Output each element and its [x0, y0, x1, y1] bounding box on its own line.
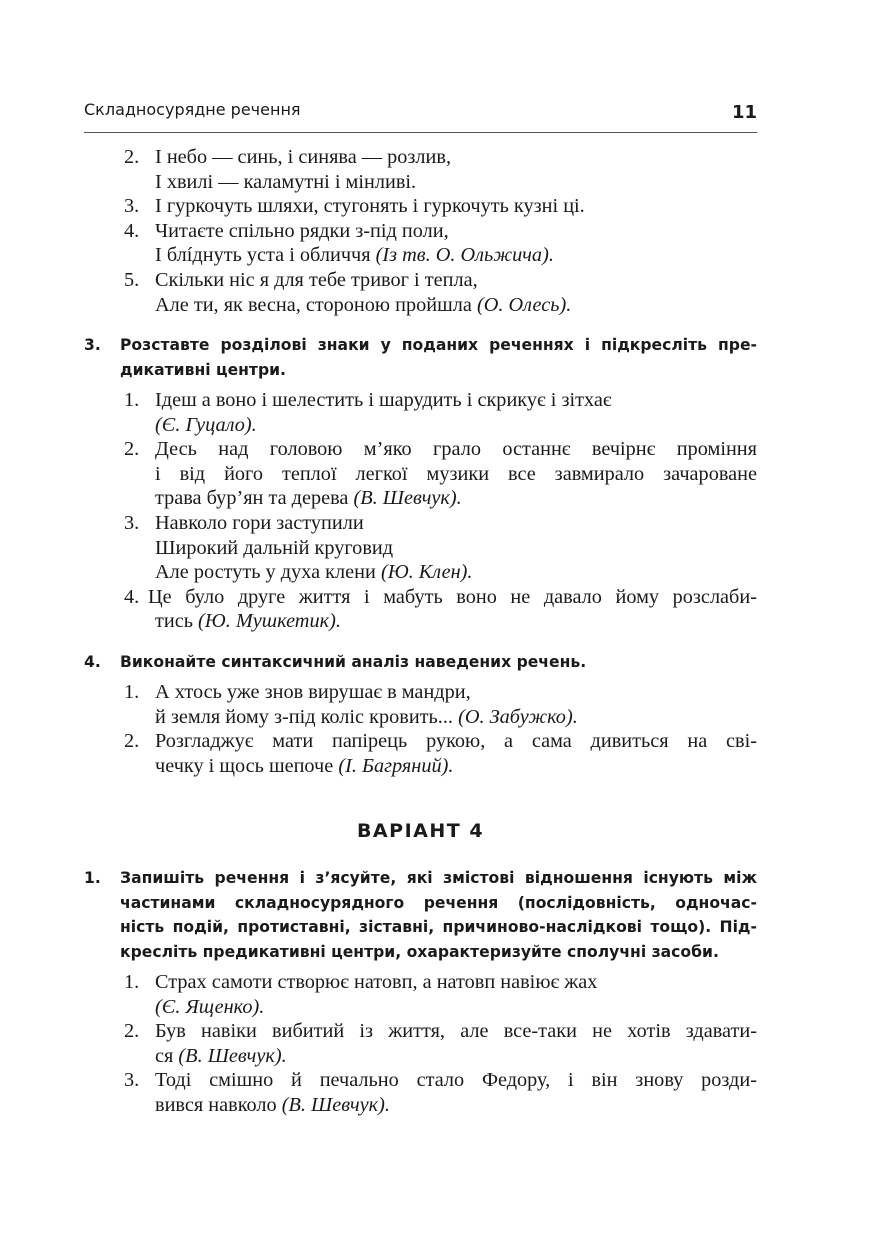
task-4-instruction: 4. Виконайте синтаксичний аналіз наведених речень.: [84, 653, 587, 671]
list-item: 2. Розгладжує мати папірець рукою, а сама дивиться на сві- чечку і щось шепоче (І. Багряний).: [124, 730, 757, 777]
list-item: 1. Ідеш а воно і шелестить і шарудить і скрикує і зітхає (Є. Гуцало).: [84, 388, 757, 437]
list-item: 2. Був навіки вибитий із життя, але все-таки не хотів здавати- ся (В. Шевчук).: [124, 1020, 757, 1067]
author-citation: (Є. Гуцало).: [155, 413, 257, 436]
author-citation: (О. Олесь).: [476, 293, 572, 316]
list-item: 1. А хтось уже знов вирушає в мандри, й земля йому з-під коліс кровить... (О. Забужко).: [124, 681, 578, 728]
v4-task-1-instruction: 1. Запишіть речення і з’ясуйте, які змістові відношення існують між частинами складносурядного речення (послідовність, одночас- ність подій, протиставні, зіставні, причиново-наслідкові тощо). Під- кресліть предикативні центри, охарактеризуйте сполучні засоби.: [84, 869, 757, 961]
variant-heading: ВАРІАНТ 4: [356, 820, 485, 842]
author-citation: (В. Шевчук).: [178, 1044, 287, 1067]
list-item: 4. Читаєте спільно рядки з-під поли, І блíднуть уста і обличчя (Із тв. О. Ольжича).: [124, 219, 554, 267]
task-3-instruction: 3. Розставте розділові знаки у поданих реченнях і підкресліть пре- дикативні центри.: [84, 336, 757, 379]
list-item: 3. Навколо гори заступили Широкий дальній круговид Але ростуть у духа клени (Ю. Клен).: [124, 511, 473, 584]
list-item: 2. І небо — синь, і синява — розлив, І хвилі — каламутні і мінливі.: [124, 146, 452, 193]
list-item: 5. Скільки ніс я для тебе тривог і тепла, Але ти, як весна, стороною пройшла (О. Олесь).: [124, 268, 572, 316]
poem-list: [84, 145, 757, 317]
chapter-title: Складносурядне речення: [84, 100, 301, 119]
author-citation: (Із тв. О. Ольжича).: [375, 244, 554, 267]
page-number: 11: [731, 102, 757, 123]
author-citation: (Є. Ященко).: [155, 995, 265, 1018]
list-item: 3. Тоді смішно й печально стало Федору, і він знову розди- вився навколо (В. Шевчук).: [124, 1069, 757, 1116]
running-header: [84, 98, 757, 133]
list-item: 4. Це було друге життя і мабуть воно не давало йому розслаби- тись (Ю. Мушкетик).: [124, 585, 757, 633]
author-citation: (В. Шевчук).: [281, 1093, 390, 1116]
task-4-list: [84, 680, 757, 778]
author-citation: (Ю. Клен).: [380, 561, 473, 584]
list-item: 1. Страх самоти створює натовп, а натовп навіює жах (Є. Ященко).: [84, 970, 757, 1019]
author-citation: (В. Шевчук).: [353, 487, 462, 510]
author-citation: (О. Забужко).: [458, 705, 578, 728]
task-3-list: [84, 388, 757, 634]
author-citation: (І. Багряний).: [338, 754, 454, 777]
v4-task-1-list: [84, 970, 757, 1118]
author-citation: (Ю. Мушкетик).: [198, 610, 341, 633]
list-item: 3. І гуркочуть шляхи, стугонять і гуркочуть кузні ці.: [124, 195, 585, 218]
list-item: 2. Десь над головою м’яко грало останнє вечірнє проміння і від його теплої легкої музики все завмирало зачароване трава бур’ян та дерева (В. Шевчук).: [124, 438, 757, 510]
